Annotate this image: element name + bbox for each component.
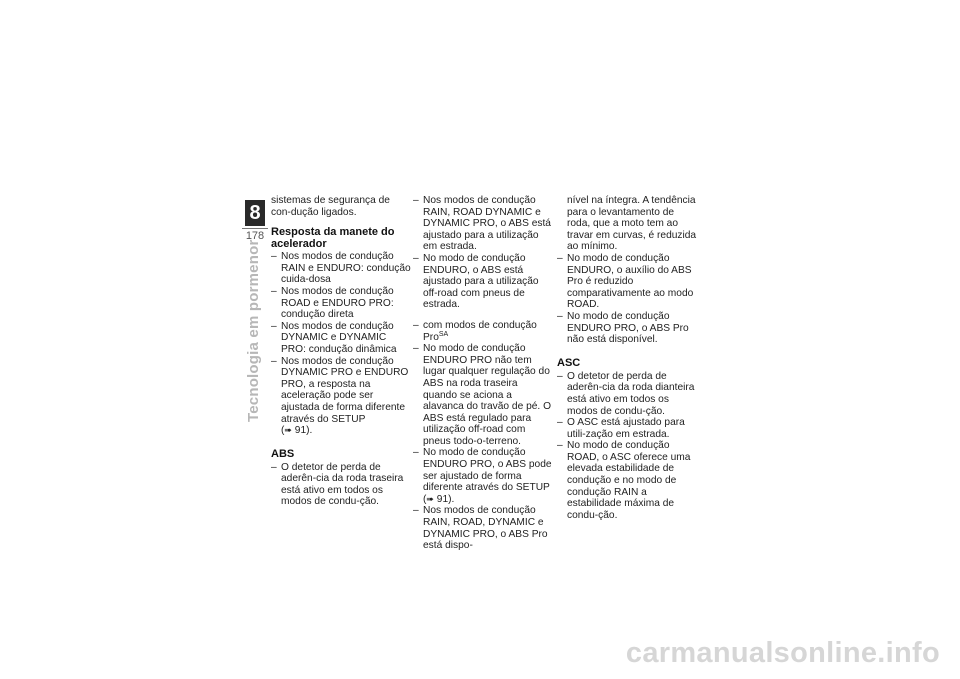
list-item: – Nos modos de condução RAIN, ROAD, DYNAMIC e DYNAMIC PRO, o ABS Pro está dispo- xyxy=(413,505,548,552)
abs-modes-list xyxy=(413,195,553,552)
list-item: – Nos modos de condução ROAD e ENDURO PRO: condução direta xyxy=(271,285,394,321)
list-item: – O ASC está ajustado para utili-zação em estrada. xyxy=(557,417,685,440)
heading-throttle-response: Resposta da manete do acelerador xyxy=(271,226,395,251)
heading-abs: ABS xyxy=(271,447,295,460)
abs-list xyxy=(271,462,411,508)
column-1 xyxy=(271,195,411,508)
page-number: 178 xyxy=(242,228,268,242)
column-2 xyxy=(413,195,553,552)
dash-bullet: – xyxy=(413,505,419,517)
list-item: – Nos modos de condução RAIN, ROAD DYNAMIC e DYNAMIC PRO, o ABS está ajustado para a utilização em estrada. xyxy=(413,195,551,253)
dash-bullet: – xyxy=(271,461,277,473)
side-title: Tecnologia em pormenor xyxy=(245,239,262,422)
asc-list xyxy=(557,371,697,522)
page-ref[interactable]: 91). xyxy=(294,425,313,437)
dash-bullet: – xyxy=(557,252,563,264)
dash-bullet: – xyxy=(413,195,419,206)
dash-bullet: – xyxy=(557,370,563,382)
dash-bullet: – xyxy=(557,310,563,322)
col1-intro: sistemas de segurança de con-dução ligados. xyxy=(271,195,390,218)
dash-bullet: – xyxy=(413,319,419,331)
list-item: – Nos modos de condução DYNAMIC PRO e ENDURO PRO, a resposta na aceleração pode ser ajustada de forma diferente através do SETUP (➠ 91). xyxy=(271,355,409,437)
chapter-number: 8 xyxy=(245,200,265,226)
dash-bullet: – xyxy=(557,417,563,429)
abs-pro-list xyxy=(557,253,697,346)
list-item: – No modo de condução ENDURO PRO, o ABS Pro não está disponível. xyxy=(557,310,689,346)
dash-bullet: – xyxy=(271,320,277,332)
list-item: – com modos de condução Pro$^{SA}$ xyxy=(413,319,537,343)
side-title-wrapper xyxy=(244,239,262,423)
list-item: – O detetor de perda de aderên-cia da roda traseira está ativo em todos os modos de condu-ção. xyxy=(271,461,404,508)
page-ref-arrow-icon: ➠ xyxy=(284,425,292,436)
heading-asc: ASC xyxy=(557,356,581,369)
dash-bullet: – xyxy=(271,251,277,263)
dash-bullet: – xyxy=(413,447,419,459)
col3-intro: nível na íntegra. A tendência para o levantamento de roda, que a moto tem ao travar em curvas, é reduzida ao mínimo. xyxy=(567,195,697,253)
page-ref[interactable]: 91). xyxy=(436,493,455,505)
column-3 xyxy=(557,195,697,521)
list-item: – No modo de condução ENDURO, o auxílio do ABS Pro é reduzido comparativamente ao modo ROAD. xyxy=(557,252,694,311)
dash-bullet: – xyxy=(413,343,419,355)
list-item: – Nos modos de condução RAIN e ENDURO: condução cuida-dosa xyxy=(271,251,411,286)
list-item: – O detetor de perda de aderên-cia da roda dianteira está ativo em todos os modos de condu-ção. xyxy=(557,370,695,417)
list-item: – No modo de condução ROAD, o ASC oferece uma elevada estabilidade de condução e no modo de condução RAIN a estabilidade máxima de condu-ção. xyxy=(557,440,691,521)
list-item: – No modo de condução ENDURO PRO não tem lugar qualquer regulação do ABS na roda traseira quando se aciona a alavanca do travão de pé. O ABS está regulado para utilização off-road com pneus todo-o-terreno. xyxy=(413,343,551,447)
list-item: – No modo de condução ENDURO, o ABS está ajustado para a utilização off-road com pneus de estrada. xyxy=(413,252,539,311)
list-item: – No modo de condução ENDURO PRO, o ABS pode ser ajustado de forma diferente através do SETUP (➠ 91). xyxy=(413,447,552,505)
page-ref-arrow-icon: ➠ xyxy=(426,493,434,504)
ref-open: ( xyxy=(281,425,285,437)
ref-open: ( xyxy=(423,493,427,505)
watermark: carmanualsonline.info xyxy=(625,637,940,669)
dash-bullet: – xyxy=(271,285,277,297)
dash-bullet: – xyxy=(271,355,277,367)
dash-bullet: – xyxy=(413,252,419,264)
throttle-response-list xyxy=(271,251,411,437)
sa-label: SA xyxy=(438,330,449,338)
list-item: – Nos modos de condução DYNAMIC e DYNAMIC PRO: condução dinâmica xyxy=(271,320,397,355)
dash-bullet: – xyxy=(557,440,563,452)
